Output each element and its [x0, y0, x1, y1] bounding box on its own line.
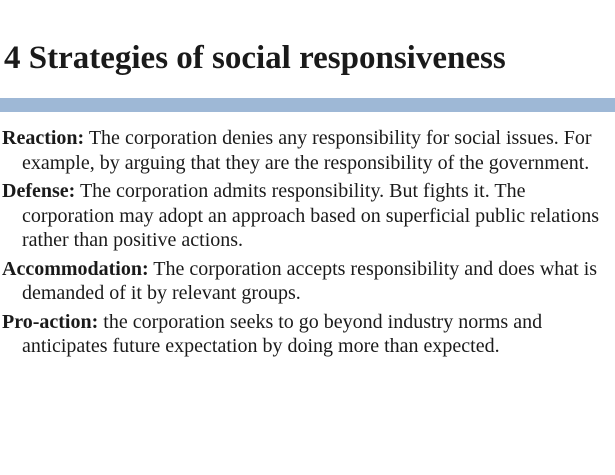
strategy-term: Reaction:: [2, 127, 85, 149]
strategy-term: Accommodation:: [2, 257, 149, 280]
strategy-term: Defense:: [2, 180, 76, 202]
slide-title: 4 Strategies of social responsiveness: [4, 40, 506, 76]
strategy-list: [2, 126, 608, 363]
strategy-description: the corporation seeks to go beyond industry norms and anticipates future expectation by doing more than expected.: [22, 310, 543, 357]
title-accent-bar: [0, 98, 615, 112]
strategy-item-reaction: [2, 126, 608, 175]
strategy-description: The corporation denies any responsibility for social issues. For example, by arguing that they are the responsibility of the government.: [22, 127, 592, 174]
strategy-item-defense: [2, 179, 608, 253]
strategy-description: The corporation accepts responsibility and does what is demanded of it by relevant groups.: [22, 257, 598, 304]
strategy-item-pro-action: [2, 310, 608, 359]
strategy-description: The corporation admits responsibility. But fights it. The corporation may adopt an approach based on superficial public relations rather than positive actions.: [22, 180, 600, 251]
strategy-item-accommodation: [2, 257, 608, 306]
strategy-term: Pro-action:: [2, 310, 99, 333]
